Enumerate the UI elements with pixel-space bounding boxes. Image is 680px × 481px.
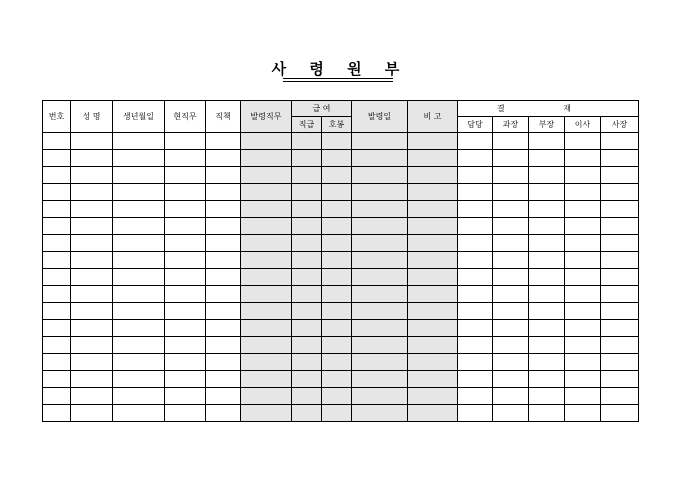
table-cell[interactable] (493, 269, 529, 286)
table-cell[interactable] (322, 133, 352, 150)
table-cell[interactable] (408, 150, 458, 167)
table-cell[interactable] (292, 337, 322, 354)
table-cell[interactable] (565, 269, 601, 286)
table-cell[interactable] (352, 388, 408, 405)
header-approval-role: 담당 (458, 117, 493, 133)
table-cell[interactable] (71, 252, 113, 269)
table-cell[interactable] (601, 371, 639, 388)
table-cell[interactable] (529, 150, 565, 167)
table-cell[interactable] (113, 320, 165, 337)
table-cell[interactable] (43, 405, 71, 422)
table-cell[interactable] (529, 133, 565, 150)
table-cell[interactable] (113, 201, 165, 218)
table-cell[interactable] (71, 388, 113, 405)
table-cell[interactable] (493, 303, 529, 320)
table-cell[interactable] (352, 405, 408, 422)
table-cell[interactable] (565, 235, 601, 252)
table-cell[interactable] (43, 303, 71, 320)
table-cell[interactable] (241, 371, 292, 388)
table-cell[interactable] (601, 252, 639, 269)
header-current-duty: 현직무 (165, 101, 206, 133)
table-row (43, 354, 639, 371)
table-cell[interactable] (601, 337, 639, 354)
table-cell[interactable] (113, 388, 165, 405)
table-cell[interactable] (71, 303, 113, 320)
table-row (43, 218, 639, 235)
table-cell[interactable] (165, 320, 206, 337)
table-cell[interactable] (241, 184, 292, 201)
table-cell[interactable] (292, 167, 322, 184)
table-cell[interactable] (206, 320, 241, 337)
table-cell[interactable] (241, 150, 292, 167)
table-cell[interactable] (565, 388, 601, 405)
header-remarks: 비 고 (408, 101, 458, 133)
table-cell[interactable] (113, 405, 165, 422)
table-cell[interactable] (71, 320, 113, 337)
table-cell[interactable] (458, 218, 493, 235)
table-row (43, 167, 639, 184)
header-approval-role: 사장 (601, 117, 639, 133)
table-cell[interactable] (113, 252, 165, 269)
header-salary-grade: 직급 (292, 117, 322, 133)
table-cell[interactable] (71, 269, 113, 286)
table-cell[interactable] (113, 354, 165, 371)
table-cell[interactable] (206, 405, 241, 422)
table-cell[interactable] (165, 303, 206, 320)
table-cell[interactable] (601, 235, 639, 252)
table-cell[interactable] (352, 150, 408, 167)
table-cell[interactable] (458, 252, 493, 269)
header-assigned-duty: 발령직무 (241, 101, 292, 133)
table-cell[interactable] (292, 201, 322, 218)
table-row (43, 405, 639, 422)
table-row (43, 337, 639, 354)
header-row-top (43, 101, 639, 117)
table-cell[interactable] (352, 235, 408, 252)
table-cell[interactable] (529, 252, 565, 269)
table-cell[interactable] (241, 388, 292, 405)
table-cell[interactable] (206, 167, 241, 184)
table-cell[interactable] (206, 286, 241, 303)
table-cell[interactable] (292, 320, 322, 337)
table-cell[interactable] (165, 218, 206, 235)
table-cell[interactable] (43, 320, 71, 337)
table-row (43, 320, 639, 337)
table-cell[interactable] (292, 269, 322, 286)
table-cell[interactable] (601, 269, 639, 286)
table-cell[interactable] (292, 150, 322, 167)
table-cell[interactable] (529, 303, 565, 320)
table-cell[interactable] (529, 218, 565, 235)
table-cell[interactable] (241, 252, 292, 269)
table-cell[interactable] (565, 354, 601, 371)
table-cell[interactable] (206, 133, 241, 150)
table-cell[interactable] (43, 354, 71, 371)
table-cell[interactable] (408, 133, 458, 150)
table-cell[interactable] (493, 320, 529, 337)
table-cell[interactable] (493, 235, 529, 252)
table-cell[interactable] (43, 269, 71, 286)
table-cell[interactable] (408, 235, 458, 252)
table-cell[interactable] (241, 337, 292, 354)
table-cell[interactable] (601, 303, 639, 320)
table-cell[interactable] (408, 354, 458, 371)
table-cell[interactable] (322, 167, 352, 184)
table-row (43, 235, 639, 252)
table-cell[interactable] (352, 286, 408, 303)
table-cell[interactable] (352, 133, 408, 150)
table-cell[interactable] (241, 286, 292, 303)
table-cell[interactable] (322, 286, 352, 303)
table-row (43, 201, 639, 218)
table-cell[interactable] (601, 133, 639, 150)
table-cell[interactable] (565, 303, 601, 320)
table-cell[interactable] (493, 133, 529, 150)
table-cell[interactable] (113, 184, 165, 201)
table-cell[interactable] (529, 320, 565, 337)
table-cell[interactable] (408, 269, 458, 286)
table-cell[interactable] (71, 218, 113, 235)
table-cell[interactable] (71, 405, 113, 422)
table-cell[interactable] (493, 218, 529, 235)
table-cell[interactable] (113, 218, 165, 235)
table-cell[interactable] (322, 371, 352, 388)
table-cell[interactable] (113, 133, 165, 150)
table-row (43, 303, 639, 320)
table-cell[interactable] (493, 150, 529, 167)
table-cell[interactable] (113, 235, 165, 252)
table-cell[interactable] (165, 201, 206, 218)
table-cell[interactable] (43, 286, 71, 303)
table-cell[interactable] (352, 201, 408, 218)
table-cell[interactable] (458, 286, 493, 303)
table-cell[interactable] (458, 388, 493, 405)
table-cell[interactable] (565, 252, 601, 269)
table-cell[interactable] (408, 167, 458, 184)
table-cell[interactable] (206, 337, 241, 354)
table-cell[interactable] (165, 405, 206, 422)
table-cell[interactable] (292, 405, 322, 422)
table-cell[interactable] (241, 320, 292, 337)
table-row (43, 184, 639, 201)
table-cell[interactable] (493, 201, 529, 218)
table-cell[interactable] (458, 201, 493, 218)
table-cell[interactable] (71, 167, 113, 184)
table-cell[interactable] (529, 286, 565, 303)
table-cell[interactable] (322, 184, 352, 201)
table-cell[interactable] (165, 354, 206, 371)
header-salary: 급 여 (292, 101, 352, 117)
table-cell[interactable] (43, 201, 71, 218)
table-cell[interactable] (408, 252, 458, 269)
table-cell[interactable] (529, 184, 565, 201)
table-cell[interactable] (601, 167, 639, 184)
header-position: 직책 (206, 101, 241, 133)
table-cell[interactable] (458, 320, 493, 337)
table-cell[interactable] (206, 269, 241, 286)
register-body (43, 133, 639, 422)
table-cell[interactable] (458, 167, 493, 184)
table-cell[interactable] (165, 150, 206, 167)
table-cell[interactable] (565, 133, 601, 150)
table-row (43, 252, 639, 269)
table-cell[interactable] (43, 218, 71, 235)
table-cell[interactable] (458, 371, 493, 388)
table-cell[interactable] (529, 337, 565, 354)
table-cell[interactable] (206, 252, 241, 269)
table-cell[interactable] (292, 286, 322, 303)
table-cell[interactable] (322, 405, 352, 422)
header-issue-date: 발령일 (352, 101, 408, 133)
table-cell[interactable] (206, 388, 241, 405)
table-cell[interactable] (601, 150, 639, 167)
table-cell[interactable] (71, 201, 113, 218)
table-cell[interactable] (352, 252, 408, 269)
table-cell[interactable] (292, 235, 322, 252)
table-cell[interactable] (165, 337, 206, 354)
table-cell[interactable] (458, 133, 493, 150)
table-cell[interactable] (458, 303, 493, 320)
table-cell[interactable] (493, 167, 529, 184)
table-cell[interactable] (292, 303, 322, 320)
table-cell[interactable] (113, 337, 165, 354)
table-cell[interactable] (529, 388, 565, 405)
table-cell[interactable] (322, 150, 352, 167)
table-cell[interactable] (565, 371, 601, 388)
appointment-register-table (42, 100, 639, 422)
table-cell[interactable] (408, 286, 458, 303)
table-cell[interactable] (565, 218, 601, 235)
table-cell[interactable] (322, 218, 352, 235)
table-cell[interactable] (601, 320, 639, 337)
table-cell[interactable] (322, 354, 352, 371)
table-cell[interactable] (565, 337, 601, 354)
table-cell[interactable] (408, 218, 458, 235)
table-cell[interactable] (493, 184, 529, 201)
table-cell[interactable] (71, 354, 113, 371)
table-cell[interactable] (322, 269, 352, 286)
table-cell[interactable] (493, 388, 529, 405)
table-cell[interactable] (529, 269, 565, 286)
table-cell[interactable] (565, 150, 601, 167)
table-cell[interactable] (292, 184, 322, 201)
table-cell[interactable] (565, 184, 601, 201)
table-cell[interactable] (43, 337, 71, 354)
table-cell[interactable] (408, 303, 458, 320)
header-approval: 결 재 (458, 101, 639, 117)
table-cell[interactable] (292, 218, 322, 235)
header-approval-role: 과장 (493, 117, 529, 133)
table-cell[interactable] (322, 252, 352, 269)
table-cell[interactable] (352, 354, 408, 371)
table-row (43, 150, 639, 167)
table-cell[interactable] (165, 269, 206, 286)
table-cell[interactable] (408, 320, 458, 337)
table-cell[interactable] (165, 286, 206, 303)
table-cell[interactable] (241, 303, 292, 320)
table-cell[interactable] (601, 405, 639, 422)
table-cell[interactable] (529, 201, 565, 218)
table-cell[interactable] (206, 201, 241, 218)
table-cell[interactable] (408, 184, 458, 201)
table-cell[interactable] (206, 303, 241, 320)
table-cell[interactable] (165, 235, 206, 252)
table-cell[interactable] (565, 201, 601, 218)
table-cell[interactable] (565, 167, 601, 184)
table-cell[interactable] (71, 371, 113, 388)
table-cell[interactable] (352, 218, 408, 235)
table-cell[interactable] (601, 201, 639, 218)
table-cell[interactable] (241, 235, 292, 252)
table-cell[interactable] (529, 405, 565, 422)
table-cell[interactable] (493, 405, 529, 422)
table-cell[interactable] (601, 184, 639, 201)
table-cell[interactable] (71, 286, 113, 303)
table-cell[interactable] (565, 320, 601, 337)
table-cell[interactable] (493, 252, 529, 269)
table-cell[interactable] (43, 184, 71, 201)
table-cell[interactable] (352, 184, 408, 201)
table-cell[interactable] (352, 167, 408, 184)
table-cell[interactable] (71, 133, 113, 150)
table-cell[interactable] (165, 388, 206, 405)
table-cell[interactable] (601, 218, 639, 235)
table-cell[interactable] (322, 201, 352, 218)
table-cell[interactable] (241, 133, 292, 150)
table-cell[interactable] (352, 303, 408, 320)
table-cell[interactable] (408, 405, 458, 422)
table-cell[interactable] (43, 388, 71, 405)
table-cell[interactable] (165, 167, 206, 184)
table-cell[interactable] (322, 337, 352, 354)
table-cell[interactable] (43, 235, 71, 252)
table-cell[interactable] (71, 184, 113, 201)
table-cell[interactable] (458, 269, 493, 286)
table-cell[interactable] (165, 371, 206, 388)
table-cell[interactable] (241, 218, 292, 235)
table-cell[interactable] (113, 286, 165, 303)
table-cell[interactable] (43, 150, 71, 167)
title-underline-top (283, 78, 393, 79)
table-cell[interactable] (292, 133, 322, 150)
table-cell[interactable] (458, 337, 493, 354)
document-title: 사 령 원 부 (271, 60, 409, 78)
table-cell[interactable] (458, 354, 493, 371)
table-cell[interactable] (565, 286, 601, 303)
table-cell[interactable] (113, 167, 165, 184)
table-cell[interactable] (601, 354, 639, 371)
table-cell[interactable] (71, 150, 113, 167)
table-cell[interactable] (206, 150, 241, 167)
header-approval-role: 이사 (565, 117, 601, 133)
table-cell[interactable] (408, 201, 458, 218)
table-cell[interactable] (165, 133, 206, 150)
table-cell[interactable] (352, 269, 408, 286)
table-cell[interactable] (493, 354, 529, 371)
title-underline-bottom (283, 81, 393, 82)
table-cell[interactable] (493, 286, 529, 303)
header-approval-role: 부장 (529, 117, 565, 133)
table-cell[interactable] (529, 371, 565, 388)
table-row (43, 269, 639, 286)
table-cell[interactable] (165, 184, 206, 201)
table-cell[interactable] (458, 150, 493, 167)
table-row (43, 371, 639, 388)
table-cell[interactable] (241, 167, 292, 184)
header-no: 번호 (43, 101, 71, 133)
table-cell[interactable] (206, 235, 241, 252)
table-cell[interactable] (493, 371, 529, 388)
table-cell[interactable] (529, 354, 565, 371)
header-salary-step: 호봉 (322, 117, 352, 133)
table-cell[interactable] (292, 354, 322, 371)
table-cell[interactable] (458, 184, 493, 201)
table-cell[interactable] (43, 133, 71, 150)
table-cell[interactable] (43, 371, 71, 388)
table-cell[interactable] (206, 371, 241, 388)
table-cell[interactable] (352, 371, 408, 388)
table-cell[interactable] (352, 337, 408, 354)
table-row (43, 133, 639, 150)
table-cell[interactable] (322, 303, 352, 320)
table-cell[interactable] (206, 184, 241, 201)
table-row (43, 286, 639, 303)
table-cell[interactable] (458, 405, 493, 422)
table-cell[interactable] (322, 235, 352, 252)
table-cell[interactable] (529, 235, 565, 252)
table-cell[interactable] (113, 371, 165, 388)
table-cell[interactable] (206, 354, 241, 371)
table-cell[interactable] (292, 252, 322, 269)
table-cell[interactable] (322, 320, 352, 337)
table-cell[interactable] (458, 235, 493, 252)
table-cell[interactable] (43, 252, 71, 269)
table-cell[interactable] (206, 218, 241, 235)
table-cell[interactable] (113, 269, 165, 286)
table-cell[interactable] (241, 354, 292, 371)
header-name: 성 명 (71, 101, 113, 133)
table-cell[interactable] (292, 371, 322, 388)
table-cell[interactable] (43, 167, 71, 184)
table-cell[interactable] (241, 201, 292, 218)
table-cell[interactable] (529, 167, 565, 184)
table-cell[interactable] (565, 405, 601, 422)
table-cell[interactable] (292, 388, 322, 405)
table-cell[interactable] (493, 337, 529, 354)
table-cell[interactable] (352, 320, 408, 337)
table-cell[interactable] (71, 337, 113, 354)
table-cell[interactable] (241, 405, 292, 422)
table-cell[interactable] (71, 235, 113, 252)
table-cell[interactable] (408, 337, 458, 354)
header-birth: 생년월일 (113, 101, 165, 133)
table-cell[interactable] (113, 303, 165, 320)
table-cell[interactable] (165, 252, 206, 269)
table-cell[interactable] (601, 388, 639, 405)
table-cell[interactable] (113, 150, 165, 167)
table-cell[interactable] (408, 371, 458, 388)
table-row (43, 388, 639, 405)
table-cell[interactable] (408, 388, 458, 405)
table-cell[interactable] (322, 388, 352, 405)
table-cell[interactable] (601, 286, 639, 303)
table-cell[interactable] (241, 269, 292, 286)
